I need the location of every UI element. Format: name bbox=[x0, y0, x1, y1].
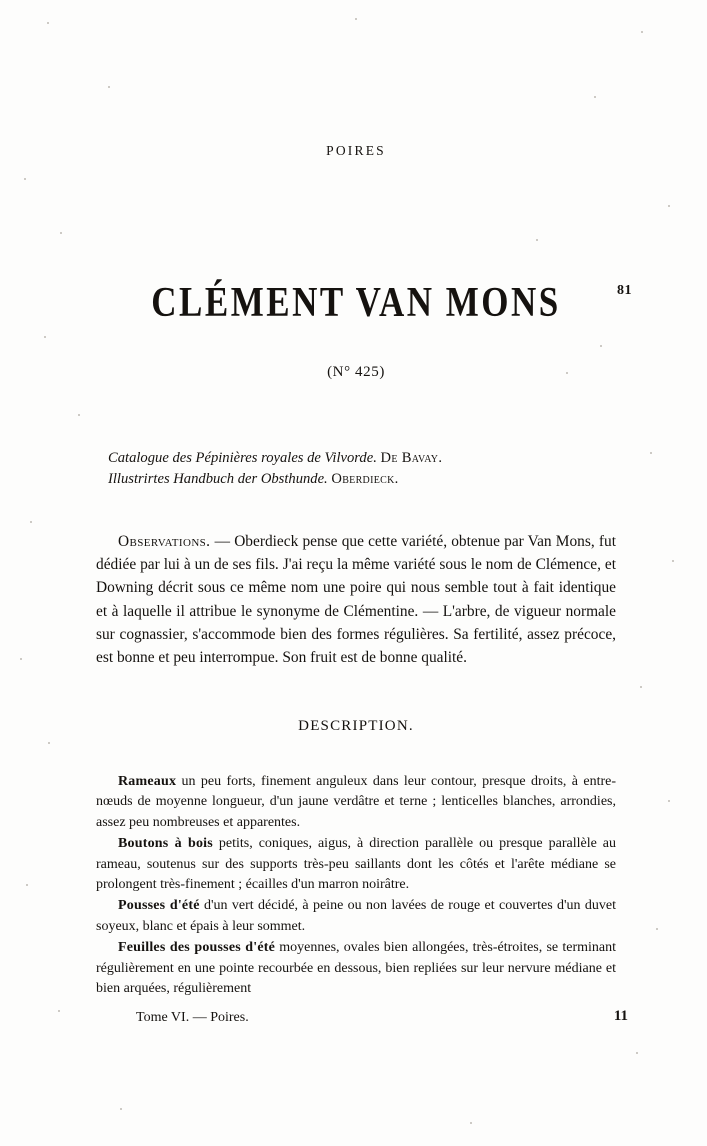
paper-speck bbox=[30, 521, 32, 523]
paper-speck bbox=[26, 884, 28, 886]
description-lead: Feuilles des pousses d'été bbox=[118, 940, 276, 956]
paper-speck bbox=[58, 1010, 60, 1012]
paper-speck bbox=[60, 232, 62, 234]
observations-paragraph bbox=[96, 530, 616, 669]
footer-sheet-number: 11 bbox=[613, 1008, 628, 1024]
description-entry bbox=[96, 896, 616, 937]
paper-speck bbox=[636, 1052, 638, 1054]
reference-work: Catalogue des Pépinières royales de Vilvorde. bbox=[108, 450, 377, 466]
description-text: d'un vert décidé, à peine ou non lavées de rouge et couvertes d'un duvet soyeux, blanc et épais à leur sommet. bbox=[96, 898, 616, 934]
page-number: 81 bbox=[617, 283, 632, 298]
paper-speck bbox=[24, 178, 26, 180]
running-head bbox=[96, 143, 632, 298]
reference-work: Illustrirtes Handbuch der Obsthunde. bbox=[108, 471, 328, 487]
description-lead: Boutons à bois bbox=[118, 836, 213, 852]
description-entry bbox=[96, 772, 616, 833]
description-entry bbox=[96, 834, 616, 895]
reference-item bbox=[108, 469, 608, 490]
description-entry bbox=[96, 938, 616, 999]
paper-speck bbox=[78, 414, 80, 416]
observations-section bbox=[96, 530, 616, 669]
observations-text: — Oberdieck pense que cette variété, obtenue par Van Mons, fut dédiée par lui à un de ses fils. J'ai reçu la même variété sous le nom de Clémence, et Downing décrit sous ce même nom une poire qui nous semble tout à fait identique et à laquelle il attribue le synonyme de Clémentine. — L'arbre, de vigueur normale sur cognassier, s'accommode bien des formes régulières. Sa fertilité, assez précoce, est bonne et peu interrompue. Son fruit est de bonne qualité. bbox=[96, 533, 616, 667]
paper-speck bbox=[640, 686, 642, 688]
paper-speck bbox=[672, 560, 674, 562]
running-head-title: POIRES bbox=[326, 143, 386, 158]
paper-speck bbox=[47, 22, 49, 24]
paper-speck bbox=[656, 928, 658, 930]
description-text: un peu forts, finement anguleux dans leur contour, presque droits, à entre-nœuds de moyenne longueur, d'un jaune verdâtre et terne ; lenticelles blanches, arrondies, assez peu nombreuses et apparentes. bbox=[96, 774, 616, 830]
description-lead: Pousses d'été bbox=[118, 898, 200, 914]
description-text: petits, coniques, aigus, à direction parallèle ou presque parallèle au rameau, soutenus sur des supports très-peu saillants dont les côtés et l'arête médiane se prolongent très-finement ; écailles d'un marron noirâtre. bbox=[96, 836, 616, 893]
paper-speck bbox=[44, 336, 46, 338]
paper-speck bbox=[48, 742, 50, 744]
reference-authority: Oberdieck. bbox=[331, 471, 399, 487]
reference-list bbox=[108, 448, 608, 490]
paper-speck bbox=[641, 31, 643, 33]
paper-speck bbox=[20, 658, 22, 660]
page-title: CLÉMENT VAN MONS bbox=[151, 278, 561, 327]
reference-item bbox=[108, 448, 608, 469]
paper-speck bbox=[650, 452, 652, 454]
variety-number: (N° 425) bbox=[327, 364, 385, 380]
description-lead: Rameaux bbox=[118, 774, 177, 789]
description-heading: DESCRIPTION. bbox=[298, 718, 414, 734]
paper-speck bbox=[668, 800, 670, 802]
observations-label: Observations. bbox=[118, 533, 211, 550]
reference-authority: De Bavay. bbox=[380, 450, 443, 466]
description-text: moyennes, ovales bien allongées, très-étroites, se terminant régulièrement en une pointe recourbée en dessous, bien repliées sur leur nervure médiane et bien arquées, régulièrement bbox=[96, 940, 616, 997]
description-section bbox=[96, 772, 616, 1000]
text-block bbox=[96, 0, 632, 1146]
paper-speck bbox=[668, 205, 670, 207]
footer-signature: Tome VI. — Poires. bbox=[136, 1010, 249, 1025]
